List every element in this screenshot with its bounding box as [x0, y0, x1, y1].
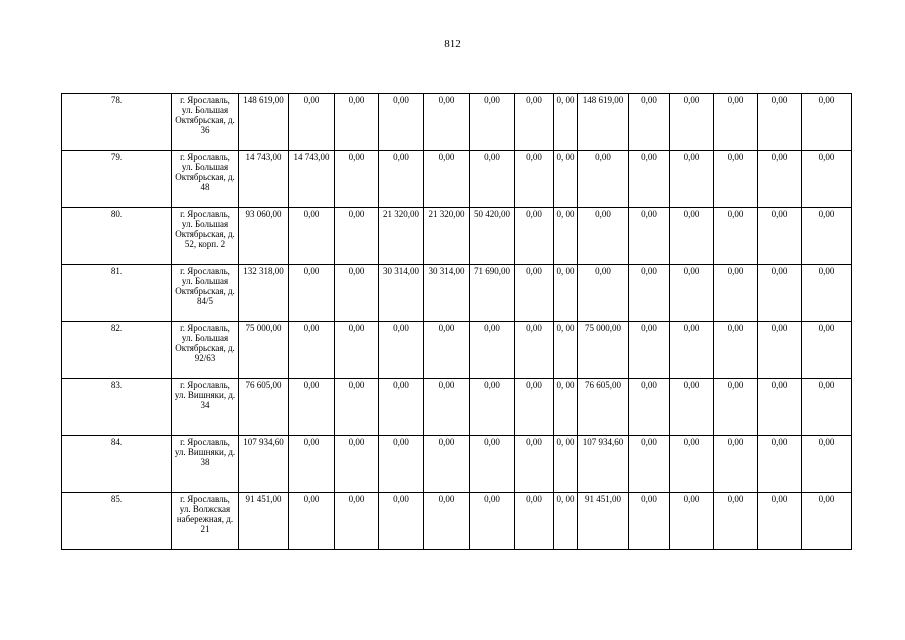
table-row — [62, 94, 852, 151]
amount-cell: 14 743,00 — [239, 151, 289, 208]
amount-cell: 0,00 — [802, 436, 852, 493]
amount-cell: 0,00 — [424, 322, 470, 379]
amount-cell: 30 314,00 — [379, 265, 424, 322]
amount-cell: 0,00 — [758, 208, 802, 265]
amount-cell: 14 743,00 — [289, 151, 335, 208]
amount-cell: 0,00 — [335, 208, 379, 265]
amount-cell: 0,00 — [424, 436, 470, 493]
amount-cell: 0,00 — [470, 94, 515, 151]
address-cell: г. Ярославль, ул. Большая Октябрьская, д. 36 — [172, 94, 239, 151]
amount-cell: 0, 00 — [554, 379, 578, 436]
amount-cell: 0,00 — [424, 94, 470, 151]
amount-cell: 0, 00 — [554, 436, 578, 493]
amount-cell: 0,00 — [515, 208, 554, 265]
amount-cell: 0,00 — [758, 151, 802, 208]
amount-cell: 0,00 — [289, 436, 335, 493]
amount-cell: 0,00 — [670, 322, 714, 379]
amount-cell: 0,00 — [802, 265, 852, 322]
amount-cell: 0,00 — [670, 94, 714, 151]
row-number-cell: 78. — [62, 94, 172, 151]
amount-cell: 0,00 — [670, 208, 714, 265]
amount-cell: 0,00 — [335, 436, 379, 493]
data-table — [61, 93, 852, 550]
amount-cell: 0,00 — [629, 208, 670, 265]
amount-cell: 71 690,00 — [470, 265, 515, 322]
amount-cell: 0,00 — [470, 322, 515, 379]
amount-cell: 0, 00 — [554, 493, 578, 550]
amount-cell: 93 060,00 — [239, 208, 289, 265]
amount-cell: 0,00 — [289, 379, 335, 436]
amount-cell: 0,00 — [289, 208, 335, 265]
amount-cell: 0,00 — [802, 94, 852, 151]
amount-cell: 0,00 — [289, 322, 335, 379]
amount-cell: 0,00 — [289, 94, 335, 151]
address-cell: г. Ярославль, ул. Вишняки, д. 34 — [172, 379, 239, 436]
table-row — [62, 265, 852, 322]
amount-cell: 0,00 — [670, 265, 714, 322]
amount-cell: 0,00 — [714, 322, 758, 379]
table-row — [62, 151, 852, 208]
amount-cell: 0,00 — [470, 379, 515, 436]
amount-cell: 0,00 — [578, 208, 629, 265]
amount-cell: 0,00 — [424, 151, 470, 208]
amount-cell: 76 605,00 — [239, 379, 289, 436]
amount-cell: 0,00 — [714, 379, 758, 436]
amount-cell: 0,00 — [714, 493, 758, 550]
amount-cell: 0,00 — [424, 379, 470, 436]
amount-cell: 0,00 — [802, 151, 852, 208]
amount-cell: 0,00 — [515, 436, 554, 493]
amount-cell: 0,00 — [714, 436, 758, 493]
table-row — [62, 436, 852, 493]
amount-cell: 0,00 — [758, 436, 802, 493]
amount-cell: 0,00 — [714, 151, 758, 208]
row-number-cell: 82. — [62, 322, 172, 379]
amount-cell: 0,00 — [714, 94, 758, 151]
address-cell: г. Ярославль, ул. Волжская набережная, д. 21 — [172, 493, 239, 550]
amount-cell: 0,00 — [670, 493, 714, 550]
amount-cell: 0,00 — [758, 493, 802, 550]
amount-cell: 0, 00 — [554, 322, 578, 379]
amount-cell: 0,00 — [515, 265, 554, 322]
amount-cell: 21 320,00 — [379, 208, 424, 265]
amount-cell: 107 934,60 — [239, 436, 289, 493]
row-number-cell: 81. — [62, 265, 172, 322]
amount-cell: 0,00 — [758, 379, 802, 436]
amount-cell: 0,00 — [629, 379, 670, 436]
amount-cell: 21 320,00 — [424, 208, 470, 265]
amount-cell: 0,00 — [289, 493, 335, 550]
amount-cell: 0,00 — [515, 94, 554, 151]
amount-cell: 0,00 — [379, 151, 424, 208]
amount-cell: 0,00 — [629, 493, 670, 550]
amount-cell: 0,00 — [515, 379, 554, 436]
amount-cell: 0,00 — [802, 208, 852, 265]
table-row — [62, 493, 852, 550]
table-row — [62, 322, 852, 379]
row-number-cell: 85. — [62, 493, 172, 550]
amount-cell: 75 000,00 — [578, 322, 629, 379]
amount-cell: 0,00 — [629, 265, 670, 322]
amount-cell: 0,00 — [758, 94, 802, 151]
amount-cell: 0,00 — [379, 436, 424, 493]
amount-cell: 0, 00 — [554, 151, 578, 208]
row-number-cell: 84. — [62, 436, 172, 493]
address-cell: г. Ярославль, ул. Вишняки, д. 38 — [172, 436, 239, 493]
amount-cell: 0,00 — [470, 151, 515, 208]
amount-cell: 0,00 — [578, 151, 629, 208]
amount-cell: 91 451,00 — [239, 493, 289, 550]
page-number: 812 — [444, 38, 461, 50]
table-row — [62, 379, 852, 436]
amount-cell: 0,00 — [578, 265, 629, 322]
amount-cell: 0,00 — [335, 322, 379, 379]
amount-cell: 0,00 — [379, 94, 424, 151]
amount-cell: 0,00 — [802, 379, 852, 436]
amount-cell: 0,00 — [379, 322, 424, 379]
amount-cell: 148 619,00 — [578, 94, 629, 151]
amount-cell: 0,00 — [802, 322, 852, 379]
amount-cell: 30 314,00 — [424, 265, 470, 322]
amount-cell: 0,00 — [515, 151, 554, 208]
amount-cell: 148 619,00 — [239, 94, 289, 151]
address-cell: г. Ярославль, ул. Большая Октябрьская, д. 84/5 — [172, 265, 239, 322]
amount-cell: 0,00 — [802, 493, 852, 550]
address-cell: г. Ярославль, ул. Большая Октябрьская, д. 52, корп. 2 — [172, 208, 239, 265]
amount-cell: 0,00 — [335, 94, 379, 151]
amount-cell: 0,00 — [424, 493, 470, 550]
amount-cell: 0,00 — [758, 322, 802, 379]
address-cell: г. Ярославль, ул. Большая Октябрьская, д. 92/63 — [172, 322, 239, 379]
amount-cell: 0,00 — [629, 94, 670, 151]
address-cell: г. Ярославль, ул. Большая Октябрьская, д. 48 — [172, 151, 239, 208]
amount-cell: 107 934,60 — [578, 436, 629, 493]
amount-cell: 0,00 — [335, 151, 379, 208]
amount-cell: 0,00 — [470, 493, 515, 550]
amount-cell: 0,00 — [289, 265, 335, 322]
row-number-cell: 79. — [62, 151, 172, 208]
amount-cell: 0,00 — [714, 208, 758, 265]
amount-cell: 0,00 — [670, 379, 714, 436]
amount-cell: 0,00 — [515, 322, 554, 379]
row-number-cell: 83. — [62, 379, 172, 436]
amount-cell: 0,00 — [379, 493, 424, 550]
amount-cell: 0,00 — [515, 493, 554, 550]
amount-cell: 76 605,00 — [578, 379, 629, 436]
amount-cell: 0, 00 — [554, 94, 578, 151]
amount-cell: 0,00 — [629, 436, 670, 493]
amount-cell: 0,00 — [335, 265, 379, 322]
table-row — [62, 208, 852, 265]
row-number-cell: 80. — [62, 208, 172, 265]
amount-cell: 0,00 — [335, 379, 379, 436]
amount-cell: 0,00 — [629, 151, 670, 208]
amount-cell: 0,00 — [758, 265, 802, 322]
amount-cell: 0,00 — [670, 436, 714, 493]
amount-cell: 75 000,00 — [239, 322, 289, 379]
amount-cell: 132 318,00 — [239, 265, 289, 322]
amount-cell: 0,00 — [670, 151, 714, 208]
amount-cell: 0,00 — [629, 322, 670, 379]
amount-cell: 0, 00 — [554, 208, 578, 265]
amount-cell: 0,00 — [470, 436, 515, 493]
amount-cell: 50 420,00 — [470, 208, 515, 265]
amount-cell: 91 451,00 — [578, 493, 629, 550]
amount-cell: 0,00 — [714, 265, 758, 322]
amount-cell: 0,00 — [379, 379, 424, 436]
amount-cell: 0,00 — [335, 493, 379, 550]
amount-cell: 0, 00 — [554, 265, 578, 322]
